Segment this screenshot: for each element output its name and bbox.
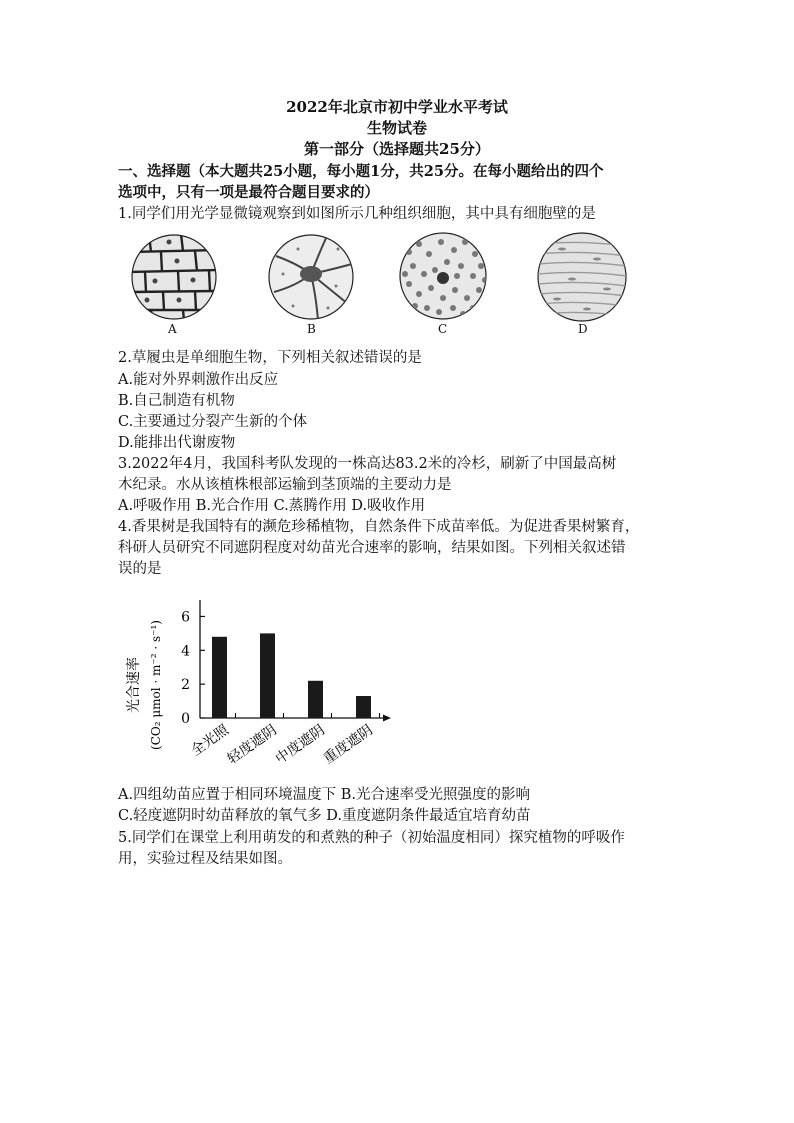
q4-stem-line1: 4.香果树是我国特有的濒危珍稀植物，自然条件下成苗率低。为促进香果树繁育， [118,519,640,535]
cell-image-a [131,234,217,324]
q2-stem: 2.草履虫是单细胞生物，下列相关叙述错误的是 [118,350,422,366]
q2-option-a: A.能对外界刺激作出反应 [118,372,279,388]
q4-options-line2: C.轻度遮阴时幼苗释放的氧气多 D.重度遮阴条件最适宜培育幼苗 [118,808,531,824]
exam-title: 2022年北京市初中学业水平考试 [286,98,508,116]
q4-stem-line2: 科研人员研究不同遮阴程度对幼苗光合速率的影响，结果如图。下列相关叙述错 [118,540,626,556]
y-tick-label: 0 [181,711,190,727]
chart-ylabel-line2: (CO₂ μmol · m⁻² · s⁻¹) [149,620,163,750]
x-category-label: 中度遮阴 [272,722,328,768]
x-axis-arrow [383,715,391,722]
q3-stem-line2: 木纪录。水从该植株根部运输到茎顶端的主要动力是 [118,477,452,493]
bar-2 [260,633,275,718]
cell-label-d: D [578,322,588,336]
q2-option-b: B.自己制造有机物 [118,393,235,409]
photosynthesis-bar-chart [120,590,400,780]
q2-option-c: C.主要通过分裂产生新的个体 [118,414,308,430]
bar-1 [212,637,227,718]
q3-options: A.呼吸作用 B.光合作用 C.蒸腾作用 D.吸收作用 [118,498,426,514]
cell-image-b [268,234,354,324]
y-tick-label: 4 [181,643,190,660]
bar-4 [356,696,371,718]
x-category-label: 轻度遮阴 [224,722,280,768]
cell-label-a: A [168,322,177,336]
q5-stem-line2: 用，实验过程及结果如图。 [118,851,292,867]
q2-option-d: D.能排出代谢废物 [118,435,236,451]
bar-3 [308,681,323,718]
section-heading-line1: 一、选择题（本大题共25小题，每小题1分，共25分。在每小题给出的四个 [118,163,604,180]
q4-stem-line3: 误的是 [118,561,162,577]
q5-stem-line1: 5.同学们在课堂上利用萌发的和煮熟的种子（初始温度相同）探究植物的呼吸作 [118,830,625,846]
exam-subtitle: 生物试卷 [366,119,427,137]
section-heading-line2: 选项中，只有一项是最符合题目要求的） [118,184,379,201]
cell-image-d [537,232,627,326]
q3-stem-line1: 3.2022年4月，我国科考队发现的一株高达83.2米的冷杉，刷新了中国最高树 [118,456,617,472]
part-heading: 第一部分（选择题共25分） [304,140,490,158]
cell-label-b: B [307,322,316,336]
y-tick-label: 6 [181,609,190,626]
x-category-label: 重度遮阴 [320,722,376,768]
cell-image-c [399,232,487,324]
cell-label-c: C [438,322,448,336]
y-tick-label: 2 [181,677,190,694]
q1-stem: 1.同学们用光学显微镜观察到如图所示几种组织细胞，其中具有细胞壁的是 [118,206,596,222]
chart-ylabel-line1: 光合速率 [126,657,142,713]
x-category-label: 全光照 [188,722,232,760]
q4-options-line1: A.四组幼苗应置于相同环境温度下 B.光合速率受光照强度的影响 [118,787,530,803]
